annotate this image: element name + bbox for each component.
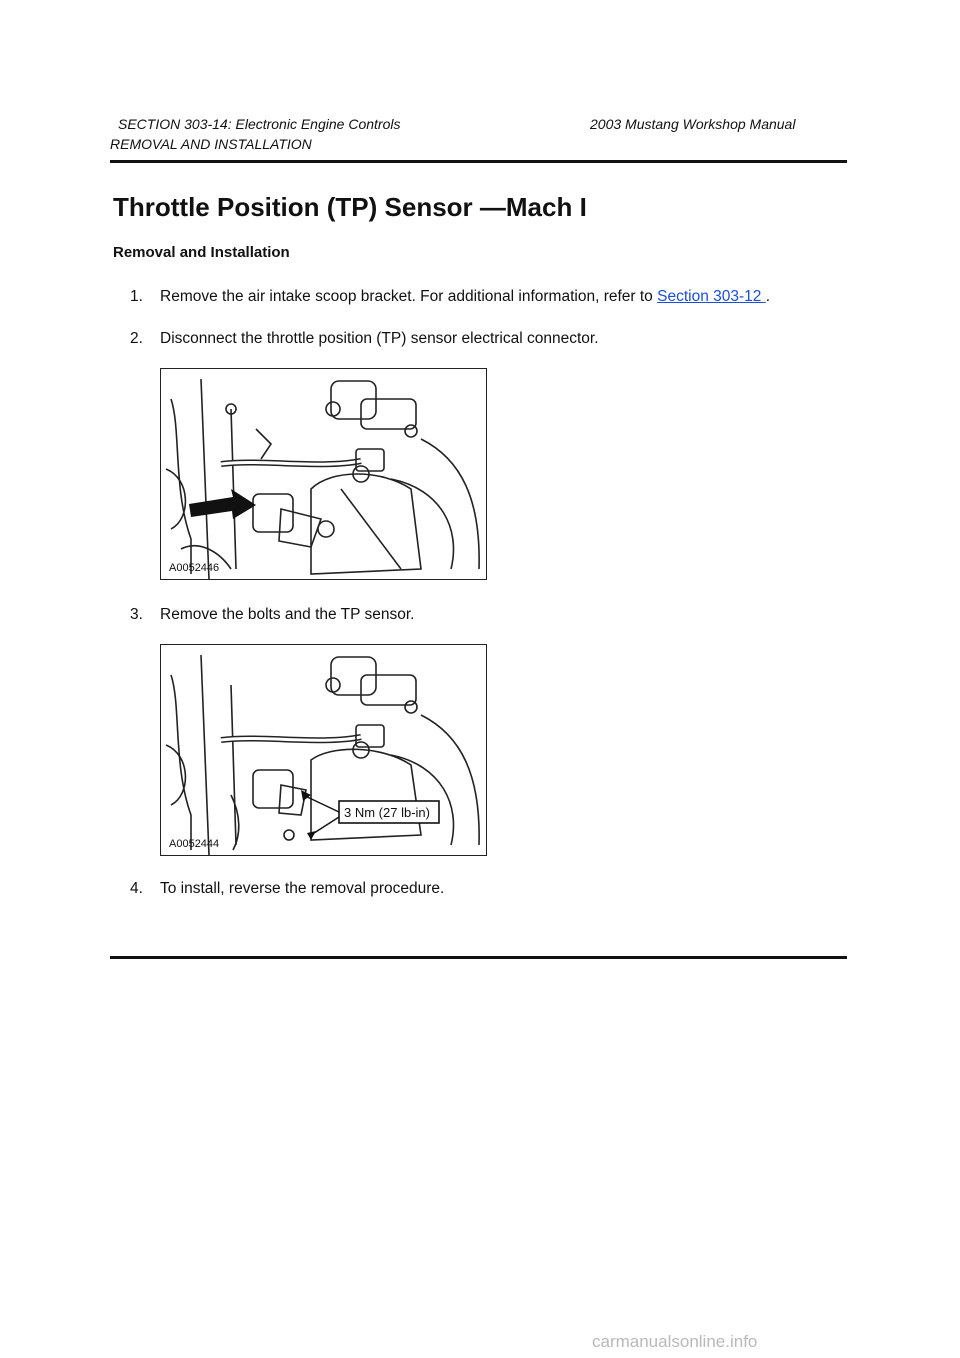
torque-callout-text: 3 Nm (27 lb-in) <box>344 805 430 820</box>
engine-illustration-2 <box>161 645 486 855</box>
figure-id-1: A0052446 <box>169 562 220 574</box>
page-title: Throttle Position (TP) Sensor —Mach I <box>113 192 587 222</box>
header-rule <box>110 160 847 163</box>
section-303-12-link[interactable]: Section 303-12 <box>657 288 766 305</box>
watermark: carmanualsonline.info <box>592 1332 758 1351</box>
header-manual: 2003 Mustang Workshop Manual <box>590 116 796 132</box>
header-subsection: REMOVAL AND INSTALLATION <box>110 136 312 152</box>
engine-illustration-1 <box>161 369 486 579</box>
figure-tp-connector <box>160 368 487 580</box>
section-subtitle: Removal and Installation <box>113 244 290 261</box>
step-4 <box>130 880 444 898</box>
step-number: 2. <box>130 330 143 347</box>
step-text: To install, reverse the removal procedure. <box>160 880 445 897</box>
step-1 <box>130 288 770 306</box>
header-section: SECTION 303-14: Electronic Engine Controls <box>118 116 401 132</box>
step-text: Disconnect the throttle position (TP) sensor electrical connector. <box>160 330 599 347</box>
footer-rule <box>110 956 847 959</box>
step-3 <box>130 606 414 624</box>
step-number: 4. <box>130 880 143 897</box>
step-text-end: . <box>765 288 770 305</box>
arrow-icon <box>189 489 256 519</box>
step-number: 3. <box>130 606 143 623</box>
figure-id-2: A0052444 <box>169 838 220 850</box>
step-number: 1. <box>130 288 143 305</box>
figure-tp-sensor-bolts <box>160 644 487 856</box>
step-text: Remove the air intake scoop bracket. For additional information, refer to <box>160 288 658 305</box>
step-2 <box>130 330 599 348</box>
step-text: Remove the bolts and the TP sensor. <box>160 606 415 623</box>
torque-callout <box>301 790 439 840</box>
